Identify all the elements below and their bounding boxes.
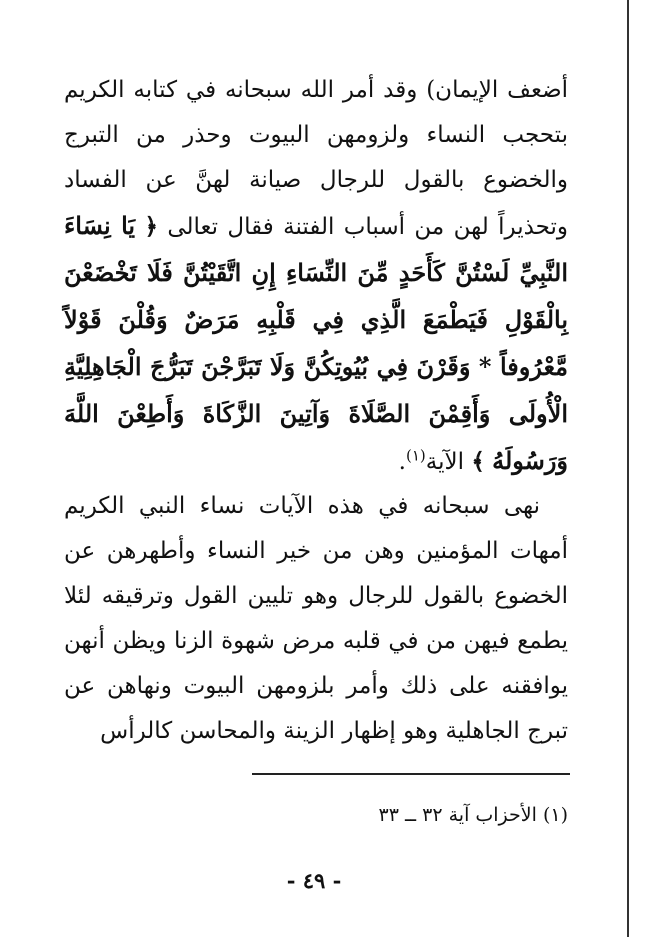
paragraph-1-text bbox=[64, 68, 568, 485]
quran-verse: يَا نِسَاءَ النَّبِيِّ لَسْتُنَّ كَأَحَدٍ مِّنَ النِّسَاءِ إِنِ اتَّقَيْتُنَّ فَلَا تَخْضَعْنَ بِالْقَوْلِ فَيَطْمَعَ الَّذِي فِي قَلْبِهِ مَرَضٌ وَقُلْنَ قَوْلاً مَّعْرُوفاً * وَقَرْنَ فِي بُيُوتِكُنَّ وَلَا تَبَرَّجْنَ تَبَرُّجَ الْجَاهِلِيَّةِ الْأُولَى وَأَقِمْنَ الصَّلَاةَ وَآتِينَ الزَّكَاةَ وَأَطِعْنَ اللَّهَ وَرَسُولَهُ bbox=[64, 211, 568, 475]
page-edge-line bbox=[627, 0, 629, 937]
paragraph-2 bbox=[64, 484, 568, 754]
verse-bracket-open: ﴿ bbox=[144, 213, 158, 240]
footnote-divider bbox=[252, 773, 570, 775]
paragraph-1 bbox=[64, 68, 568, 485]
footnote: (١) الأحزاب آية ٣٢ ــ ٣٣ bbox=[378, 804, 568, 826]
paragraph-1-intro: أضعف الإيمان) وقد أمر الله سبحانه في كتابه الكريم بتحجب النساء ولزومهن البيوت وحذر من التبرج والخضوع بالقول للرجال صيانة لهنَّ عن الفساد وتحذيراً لهن من أسباب الفتنة فقال تعالى bbox=[64, 77, 569, 240]
paragraph-1-end: . bbox=[398, 449, 406, 475]
verse-bracket-close: ﴾ bbox=[471, 448, 485, 475]
footnote-marker: (١) bbox=[405, 446, 426, 465]
paragraph-2-text: نهى سبحانه في هذه الآيات نساء النبي الكريم أمهات المؤمنين وهن من خير النساء وأطهرهن عن الخضوع بالقول للرجال وهو تليين القول وترقيقه لئلا يطمع فيهن من في قلبه مرض شهوة الزنا ويظن أنهن يوافقنه على ذلك وأمر بلزومهن البيوت ونهاهن عن تبرج الجاهلية وهو إظهار الزينة والمحاسن كالرأس bbox=[64, 493, 568, 744]
page-number: - ٤٩ - bbox=[286, 868, 342, 893]
verse-label: الآية bbox=[425, 449, 465, 475]
